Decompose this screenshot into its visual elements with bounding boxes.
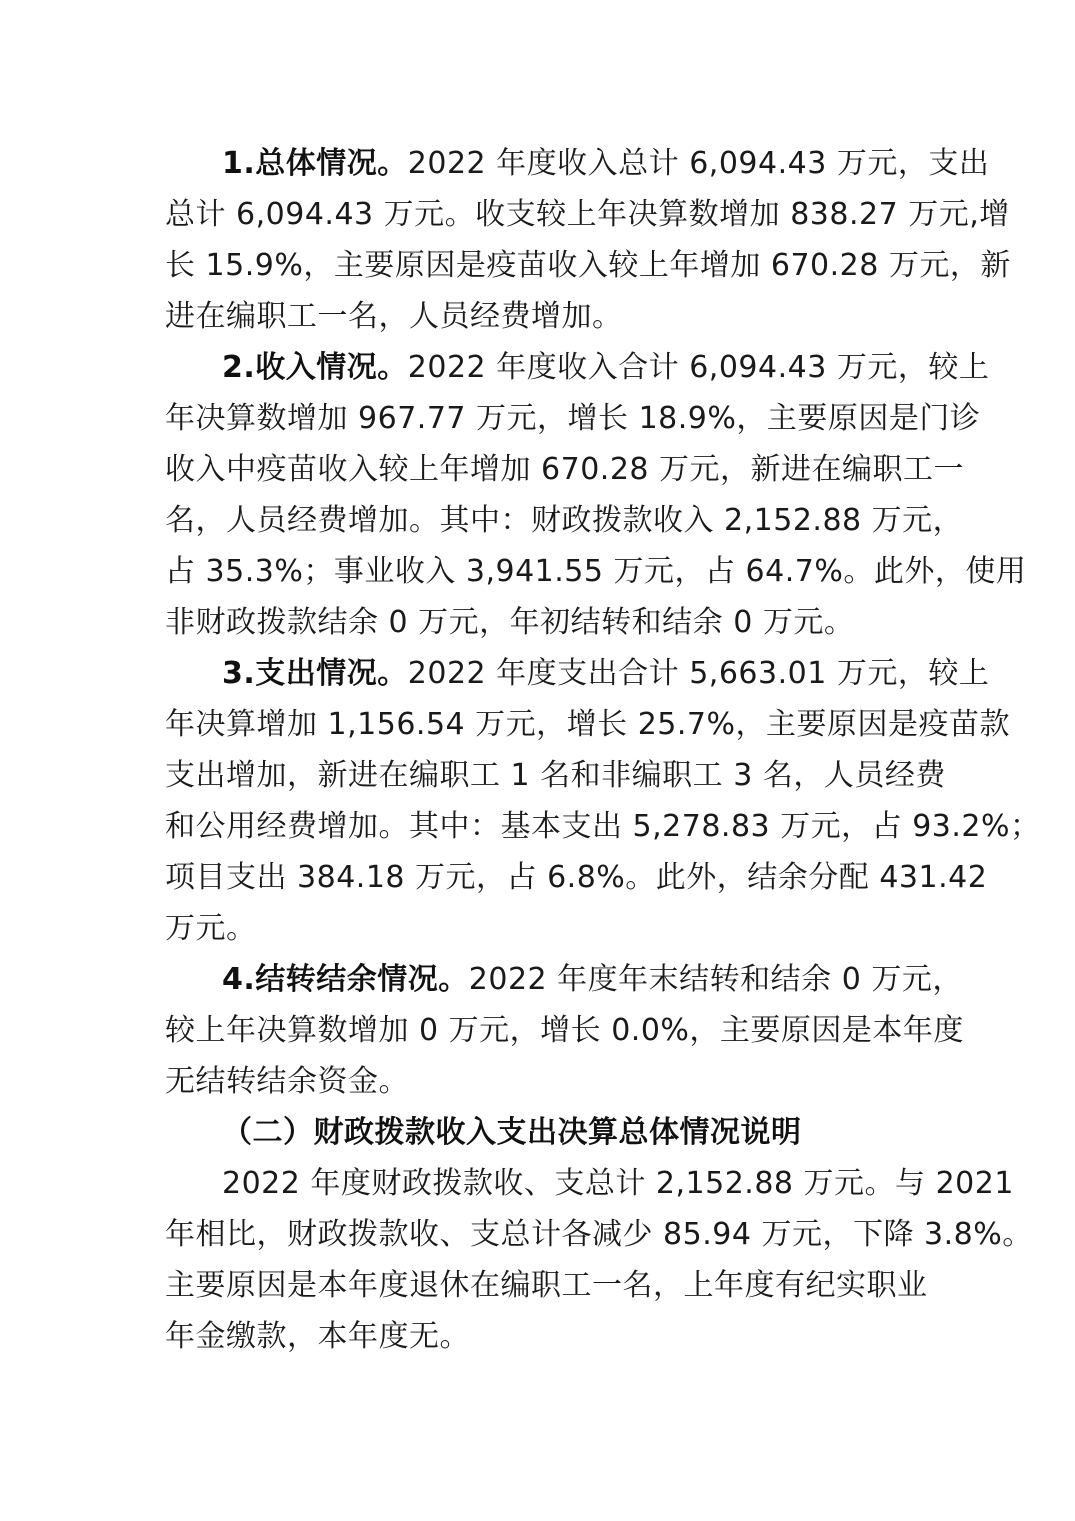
paragraph-4-line-2: 较上年决算数增加 0 万元，增长 0.0%，主要原因是本年度 <box>165 1013 964 1048</box>
paragraph-2-line-2: 年决算数增加 967.77 万元，增长 18.9%，主要原因是门诊 <box>165 401 981 436</box>
section-heading: （二）财政拨款收入支出决算总体情况说明 <box>222 1115 802 1150</box>
paragraph-3-lead: 3.支出情况。 <box>222 656 408 691</box>
paragraph-3-line-1 <box>222 654 989 694</box>
paragraph-2-text: 2022 年度收入合计 6,094.43 万元，较上 <box>407 350 990 385</box>
paragraph-4-line-1 <box>222 960 963 1000</box>
paragraph-1-line-4: 进在编职工一名，人员经费增加。 <box>165 299 623 334</box>
paragraph-2-line-3: 收入中疫苗收入较上年增加 670.28 万元，新进在编职工一 <box>165 452 965 487</box>
paragraph-3-line-5: 项目支出 384.18 万元，占 6.8%。此外，结余分配 431.42 <box>165 860 988 895</box>
paragraph-1-text: 2022 年度收入总计 6,094.43 万元，支出 <box>407 146 990 181</box>
paragraph-3-line-2: 年决算增加 1,156.54 万元，增长 25.7%，主要原因是疫苗款 <box>165 707 1011 742</box>
paragraph-4-text: 2022 年度年末结转和结余 0 万元， <box>468 962 963 997</box>
paragraph-2-line-1 <box>222 348 989 388</box>
paragraph-3-line-3: 支出增加，新进在编职工 1 名和非编职工 3 名，人员经费 <box>165 758 946 793</box>
paragraph-5-line-3: 主要原因是本年度退休在编职工一名，上年度有纪实职业 <box>165 1268 928 1303</box>
paragraph-2-lead: 2.收入情况。 <box>222 350 408 385</box>
paragraph-1-line-2: 总计 6,094.43 万元。收支较上年决算数增加 838.27 万元,增 <box>165 197 1010 232</box>
paragraph-2-line-6: 非财政拨款结余 0 万元，年初结转和结余 0 万元。 <box>165 605 855 640</box>
paragraph-5-line-1: 2022 年度财政拨款收、支总计 2,152.88 万元。与 2021 <box>222 1166 1014 1201</box>
paragraph-3-line-4: 和公用经费增加。其中：基本支出 5,278.83 万元，占 93.2%； <box>165 809 1041 844</box>
paragraph-2-line-5: 占 35.3%；事业收入 3,941.55 万元，占 64.7%。此外，使用 <box>165 554 1027 589</box>
paragraph-1-line-3: 长 15.9%，主要原因是疫苗收入较上年增加 670.28 万元，新 <box>165 248 1011 283</box>
paragraph-1-line-1 <box>222 144 989 184</box>
paragraph-4-line-3: 无结转结余资金。 <box>165 1064 409 1099</box>
paragraph-3-text: 2022 年度支出合计 5,663.01 万元，较上 <box>407 656 990 691</box>
paragraph-1-lead: 1.总体情况。 <box>222 146 408 181</box>
paragraph-5-line-2: 年相比，财政拨款收、支总计各减少 85.94 万元，下降 3.8%。 <box>165 1217 1033 1252</box>
paragraph-2-line-4: 名，人员经费增加。其中：财政拨款收入 2,152.88 万元， <box>165 503 964 538</box>
paragraph-3-line-6: 万元。 <box>165 911 257 946</box>
paragraph-5-line-4: 年金缴款，本年度无。 <box>165 1319 470 1354</box>
paragraph-4-lead: 4.结转结余情况。 <box>222 962 469 997</box>
